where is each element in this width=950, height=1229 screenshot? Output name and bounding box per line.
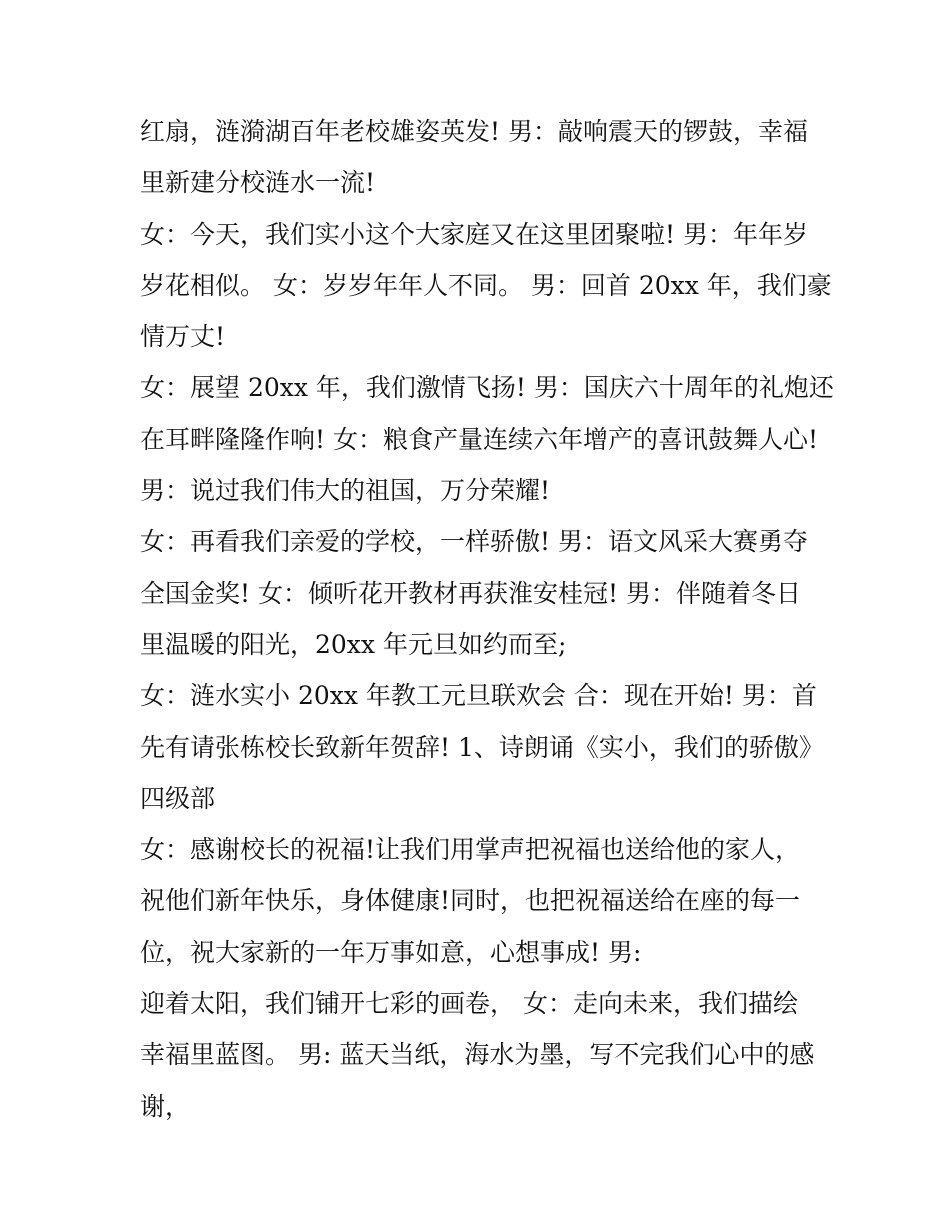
text-line: 情万丈!: [140, 322, 226, 352]
text-line: 女：展望 20xx 年，我们激情飞扬! 男：国庆六十周年的礼炮还: [140, 373, 834, 403]
text-line: 女：感谢校长的祝福!让我们用掌声把祝福也送给他的家人，: [140, 835, 801, 865]
text-line: 里温暖的阳光，20xx 年元旦如约而至;: [140, 629, 567, 659]
text-line: 女：再看我们亲爱的学校，一样骄傲! 男：语文风采大赛勇夺: [140, 527, 808, 557]
text-line: 里新建分校涟水一流!: [140, 168, 376, 198]
body-text: [140, 106, 834, 1132]
text-line: 位，祝大家新的一年万事如意，心想事成! 男:: [140, 937, 642, 967]
text-line: 岁花相似。 女：岁岁年年人不同。 男：回首 20xx 年，我们豪: [140, 270, 832, 300]
text-line: 男：说过我们伟大的祖国，万分荣耀!: [140, 476, 551, 506]
text-line: 女：今天，我们实小这个大家庭又在这里团聚啦! 男：年年岁: [140, 219, 808, 249]
text-line: 四级部: [140, 783, 216, 813]
text-line: 祝他们新年快乐，身体健康!同时，也把祝福送给在座的每一: [140, 886, 801, 916]
text-line: 红扇，涟漪湖百年老校雄姿英发! 男：敲响震天的锣鼓，幸福: [140, 117, 808, 146]
text-line: 女：涟水实小 20xx 年教工元旦联欢会 合：现在开始! 男：首: [140, 681, 817, 711]
text-line: 全国金奖! 女：倾听花开教材再获淮安桂冠! 男：伴随着冬日: [140, 578, 801, 608]
text-line: 先有请张栋校长致新年贺辞! 1、诗朗诵《实小，我们的骄傲》: [140, 732, 824, 762]
text-line: 在耳畔隆隆作响! 女：粮食产量连续六年增产的喜讯鼓舞人心!: [140, 424, 819, 454]
text-line: 谢，: [140, 1091, 191, 1121]
text-line: 迎着太阳，我们铺开七彩的画卷， 女：走向未来，我们描绘: [140, 989, 798, 1019]
text-line: 幸福里蓝图。 男: 蓝天当纸，海水为墨，写不完我们心中的感: [140, 1040, 815, 1070]
